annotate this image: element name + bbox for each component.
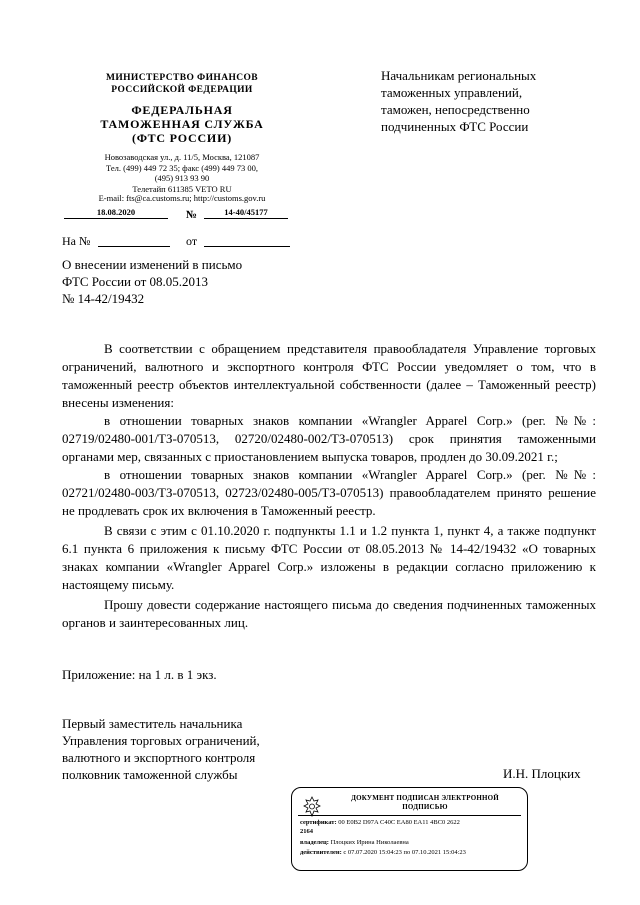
electronic-signature-stamp [291, 787, 528, 871]
address-line-3: (495) 913 93 90 [154, 173, 210, 183]
service-line-3: (ФТС РОССИИ) [131, 131, 232, 145]
stamp-title-line-2: ПОДПИСЬЮ [402, 803, 448, 811]
stamp-certificate-value-2: 2164 [300, 828, 313, 835]
ministry-line-1: МИНИСТЕРСТВО ФИНАНСОВ [105, 73, 259, 83]
body-paragraph-1: В соответствии с обращением представителя правообладателя Управление торговых ограничений, валютного и экспортного контроля ФТС России уведомляет о том, что в таможенный реестр объектов интеллектуальной собственности (далее – Таможенный реестр) внесены изменения: [62, 341, 596, 410]
attachment-note: Приложение: на 1 л. в 1 экз. [62, 667, 217, 682]
subject-line-2: ФТС России от 08.05.2013 [62, 274, 209, 289]
body-paragraph-4: В связи с этим с 01.10.2020 г. подпункты 1.1 и 1.2 пункта 1, пункт 4, а также подпункт 6.1 пункта 6 приложения к письму ФТС России от 08.05.2013 № 14-42/19432 «О товарных знаках компании «Wrangler Apparel Corp.» изложены в редакции согласно приложению к настоящему письму. [62, 523, 596, 592]
letterhead-service [62, 103, 302, 145]
body-paragraph-5: Прошу довести содержание настоящего письма до сведения подчиненных таможенных органов и заинтересованных лиц. [62, 597, 596, 630]
signer-title [62, 715, 362, 783]
signer-name: И.Н. Плоцких [503, 766, 581, 781]
ministry-line-2: РОССИЙСКОЙ ФЕДЕРАЦИИ [111, 85, 253, 95]
letterhead-ministry [62, 72, 302, 96]
reference-number-label: На № [62, 234, 91, 248]
stamp-certificate-value: 00 E0B2 D97A C40C EA80 EA11 4BC0 2622 [338, 819, 460, 826]
body-paragraph-3: в отношении товарных знаков компании «Wrangler Apparel Corp.» (рег. №№: 02721/02480-003/ТЗ-070513, 02723/02480-005/ТЗ-070513) правообладателем принято решение не продлевать срок их включения в Таможенный реестр. [62, 467, 596, 518]
reference-from-line [204, 234, 290, 247]
recipient-line-4: подчиненных ФТС России [381, 119, 529, 134]
stamp-validity-label: действителен: [300, 849, 342, 856]
body-paragraph-2: в отношении товарных знаков компании «Wrangler Apparel Corp.» (рег. №№: 02719/02480-001/ТЗ-070513, 02720/02480-002/ТЗ-070513) срок принятия таможенными органами мер, связанных с приостановлением выпуска товаров, продлен до 30.09.2021 г.; [62, 413, 596, 464]
subject-block [62, 256, 322, 307]
recipient-line-2: таможенных управлений, [381, 85, 523, 100]
address-line-2: Тел. (499) 449 72 35; факс (499) 449 73 00, [106, 162, 258, 173]
registration-number-label: № [186, 209, 198, 221]
signer-title-line-1: Первый заместитель начальника [62, 716, 243, 731]
stamp-owner-label: владелец: [300, 839, 329, 846]
stamp-certificate-label: сертификат: [300, 819, 337, 826]
registration-number-value: 14-40/45177 [224, 207, 268, 217]
reference-from-label: от [186, 234, 198, 248]
stamp-title-line-1: ДОКУМЕНТ ПОДПИСАН ЭЛЕКТРОННОЙ [351, 794, 499, 802]
address-line-1: Новозаводская ул., д. 11/5, Москва, 121087 [104, 152, 260, 162]
letter-body [62, 340, 596, 632]
letterhead-address [62, 152, 302, 194]
recipient-line-3: таможен, непосредственно [381, 102, 530, 117]
recipient-block [381, 67, 601, 135]
signer-title-line-3: валютного и экспортного контроля [62, 750, 256, 765]
stamp-divider [298, 815, 521, 816]
stamp-owner-value: Плоцких Ирина Николаевна [330, 839, 409, 846]
registration-date [64, 207, 168, 219]
letterhead-email: E-mail: fts@ca.customs.ru; http://customs.gov.ru [98, 193, 266, 203]
subject-line-3: № 14-42/19432 [62, 291, 145, 306]
service-line-2: ТАМОЖЕННАЯ СЛУЖБА [100, 117, 264, 131]
stamp-certificate-cont [300, 828, 522, 837]
signer-title-line-4: полковник таможенной службы [62, 767, 238, 782]
stamp-validity [300, 849, 522, 858]
address-line-4: Телетайп 611385 VETO RU [132, 183, 232, 194]
stamp-certificate [300, 819, 522, 828]
registration-date-value: 18.08.2020 [96, 207, 136, 217]
stamp-owner [300, 839, 522, 848]
subject-line-1: О внесении изменений в письмо [62, 257, 243, 272]
stamp-validity-value: с 07.07.2020 15:04:23 по 07.10.2021 15:04:23 [343, 849, 466, 856]
recipient-line-1: Начальникам региональных [381, 68, 537, 83]
signer-title-line-2: Управления торговых ограничений, [62, 733, 260, 748]
reference-number-line [98, 234, 170, 247]
registration-number [204, 207, 288, 219]
stamp-title [330, 794, 520, 812]
service-line-1: ФЕДЕРАЛЬНАЯ [131, 103, 233, 117]
